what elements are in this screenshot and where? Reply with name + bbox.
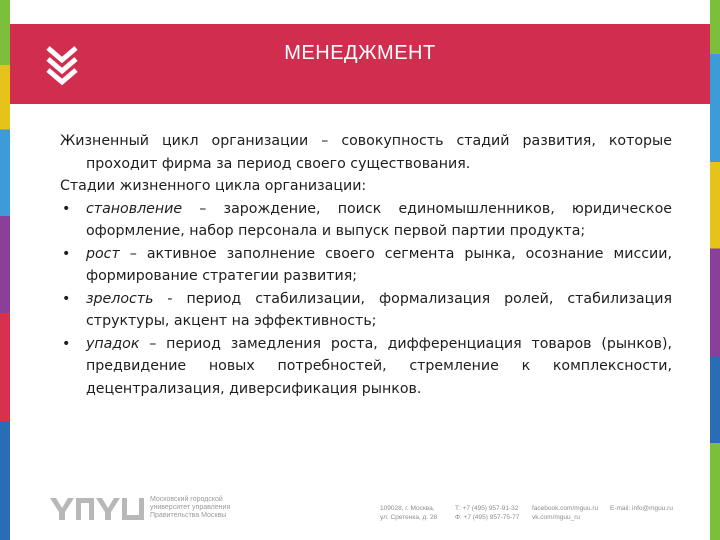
bullet-icon: •: [62, 245, 71, 262]
stage-text: – зарождение, поиск единомышленников, юридическое оформление, набор персонала и выпуск первой партии продукта;: [86, 200, 672, 239]
header-bar: [10, 24, 710, 104]
stage-list-item: [60, 288, 672, 333]
footer-address: 109028, г. Москва, ул. Сретенка, д. 28: [380, 505, 438, 521]
bullet-icon: •: [62, 290, 71, 307]
stage-list-item: [60, 198, 672, 243]
bullet-icon: •: [62, 335, 71, 352]
page-title: МЕНЕДЖМЕНТ: [284, 42, 436, 64]
stage-text: – активное заполнение своего сегмента рынка, осознание миссии, формирование стратегии развития;: [86, 245, 672, 284]
footer: [50, 494, 700, 528]
stage-text: – период замедления роста, дифференциация товаров (рынков), предвидение новых потребностей, стремление к комплексности, децентрализация, диверсификация рынков.: [86, 335, 672, 397]
slide-body: [60, 130, 672, 400]
stage-term: становление: [86, 200, 183, 217]
bullet-icon: •: [62, 200, 71, 217]
university-logo: [50, 496, 146, 522]
definition-term: Жизненный цикл организации: [60, 133, 309, 149]
stage-list-item: [60, 333, 672, 401]
stage-term: рост: [86, 245, 120, 262]
footer-social: facebook.com/mguu.ru vk.com/mguu_ru: [532, 505, 599, 521]
right-color-strip: [710, 0, 720, 540]
stage-list-item: [60, 243, 672, 288]
footer-phones: Т: +7 (495) 957-91-32 Ф: +7 (495) 957-75-77: [455, 505, 520, 521]
stage-term: зрелость: [86, 290, 154, 307]
stage-text: - период стабилизации, формализация ролей, стабилизация структуры, акцент на эффективность;: [86, 290, 672, 329]
footer-email: E-mail: info@mguu.ru: [610, 505, 673, 512]
stage-term: упадок: [86, 335, 140, 352]
left-color-strip: [0, 0, 10, 540]
university-name: Московский городской университет управления Правительства Москвы: [150, 496, 231, 519]
definition-paragraph: [60, 130, 672, 175]
stages-heading: Стадии жизненного цикла организации:: [60, 178, 367, 194]
definition-text: – совокупность стадий развития, которые проходит фирма за период своего существования.: [86, 133, 672, 172]
